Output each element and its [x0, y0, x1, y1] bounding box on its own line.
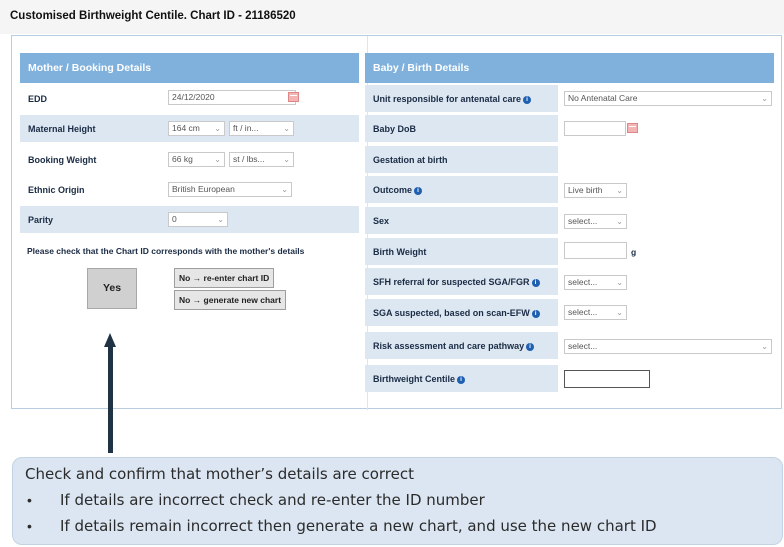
sex-row-bg	[365, 207, 558, 234]
sex-value: select...	[568, 216, 598, 226]
parity-select[interactable]	[168, 212, 228, 227]
risk-row	[365, 332, 774, 359]
chevron-down-icon: ⌄	[616, 308, 623, 317]
gestation-row	[365, 146, 774, 173]
height-unit-value: ft / in...	[233, 123, 259, 133]
ethnic-select[interactable]	[168, 182, 292, 197]
edd-input[interactable]: 24/12/2020	[168, 90, 296, 105]
bullet-dot: •	[27, 492, 32, 508]
note-bullet-1: If details are incorrect check and re-enter the ID number	[60, 491, 485, 509]
sga-label: SGA suspected, based on scan-EFW i	[373, 308, 540, 318]
chevron-down-icon: ⌄	[761, 342, 768, 351]
page-title: Customised Birthweight Centile. Chart ID - 21186520	[10, 10, 296, 22]
birthweight-input[interactable]	[564, 242, 627, 259]
risk-value: select...	[568, 341, 598, 351]
gestation-label: Gestation at birth	[373, 155, 448, 165]
instruction-note	[12, 457, 783, 545]
edd-row	[20, 85, 359, 112]
birthweight-row	[365, 238, 774, 265]
unit-select[interactable]	[564, 91, 772, 106]
chevron-down-icon: ⌄	[283, 124, 290, 133]
outcome-row	[365, 176, 774, 203]
edd-label: EDD	[28, 94, 48, 104]
chevron-down-icon: ⌄	[217, 215, 224, 224]
risk-select[interactable]	[564, 339, 772, 354]
height-label: Maternal Height	[28, 124, 96, 134]
reenter-chart-id-button[interactable]: No → re-enter chart ID	[174, 268, 274, 288]
parity-row	[20, 206, 359, 233]
ethnic-label: Ethnic Origin	[28, 185, 85, 195]
chevron-down-icon: ⌄	[616, 217, 623, 226]
calendar-icon[interactable]	[288, 92, 299, 102]
centile-label: Birthweight Centile i	[373, 374, 465, 384]
parity-label: Parity	[28, 215, 54, 225]
sga-row	[365, 299, 774, 326]
centile-row	[365, 365, 774, 392]
unit-label: Unit responsible for antenatal care i	[373, 94, 531, 104]
outcome-label: Outcome i	[373, 185, 422, 195]
up-arrow-icon	[104, 333, 116, 347]
birthweight-label: Birth Weight	[373, 247, 427, 257]
weight-label: Booking Weight	[28, 155, 97, 165]
chart-id-check-text: Please check that the Chart ID corresponds with the mother's details	[27, 246, 305, 256]
dob-row	[365, 115, 774, 142]
bullet-dot: •	[27, 518, 32, 534]
chevron-down-icon: ⌄	[214, 124, 221, 133]
unit-value: No Antenatal Care	[568, 93, 638, 103]
chevron-down-icon: ⌄	[281, 185, 288, 194]
chevron-down-icon: ⌄	[283, 155, 290, 164]
parity-value: 0	[172, 214, 177, 224]
generate-new-chart-button[interactable]: No → generate new chart	[174, 290, 286, 310]
info-icon[interactable]: i	[414, 187, 422, 195]
chevron-down-icon: ⌄	[616, 186, 623, 195]
calendar-icon[interactable]	[627, 123, 638, 133]
info-icon[interactable]: i	[532, 279, 540, 287]
height-cm-value: 164 cm	[172, 123, 200, 133]
mother-panel-header: Mother / Booking Details	[20, 53, 359, 83]
chevron-down-icon: ⌄	[616, 278, 623, 287]
sfh-label: SFH referral for suspected SGA/FGR i	[373, 277, 540, 287]
ethnic-value: British European	[172, 184, 235, 194]
sga-select[interactable]	[564, 305, 627, 320]
weight-kg-select[interactable]	[168, 152, 225, 167]
weight-row	[20, 146, 359, 173]
height-row	[20, 115, 359, 142]
info-icon[interactable]: i	[532, 310, 540, 318]
info-icon[interactable]: i	[526, 343, 534, 351]
info-icon[interactable]: i	[457, 376, 465, 384]
sex-select[interactable]	[564, 214, 627, 229]
note-bullet-2: If details remain incorrect then generate a new chart, and use the new chart ID	[60, 517, 657, 535]
sex-row	[365, 207, 774, 234]
chart-form	[11, 35, 782, 409]
title-bar	[0, 0, 784, 34]
dob-input[interactable]	[564, 121, 626, 136]
sex-label: Sex	[373, 216, 390, 226]
chevron-down-icon: ⌄	[761, 94, 768, 103]
weight-unit-select[interactable]	[229, 152, 294, 167]
dob-label: Baby DoB	[373, 124, 417, 134]
birthweight-unit: g	[631, 247, 637, 257]
weight-kg-value: 66 kg	[172, 154, 193, 164]
height-unit-select[interactable]	[229, 121, 294, 136]
info-icon[interactable]: i	[523, 96, 531, 104]
ethnic-row	[20, 176, 359, 203]
chevron-down-icon: ⌄	[214, 155, 221, 164]
outcome-value: Live birth	[568, 185, 603, 195]
centile-output	[564, 370, 650, 388]
sfh-value: select...	[568, 277, 598, 287]
risk-label: Risk assessment and care pathway i	[373, 341, 534, 351]
sga-value: select...	[568, 307, 598, 317]
unit-row	[365, 85, 774, 112]
baby-panel-header: Baby / Birth Details	[365, 53, 774, 83]
height-cm-select[interactable]	[168, 121, 225, 136]
arrow-shaft	[108, 346, 113, 453]
weight-unit-value: st / lbs...	[233, 154, 265, 164]
sfh-select[interactable]	[564, 275, 627, 290]
outcome-select[interactable]	[564, 183, 627, 198]
yes-button[interactable]: Yes	[87, 268, 137, 309]
sfh-row	[365, 268, 774, 295]
note-heading: Check and confirm that mother’s details are correct	[25, 465, 415, 483]
